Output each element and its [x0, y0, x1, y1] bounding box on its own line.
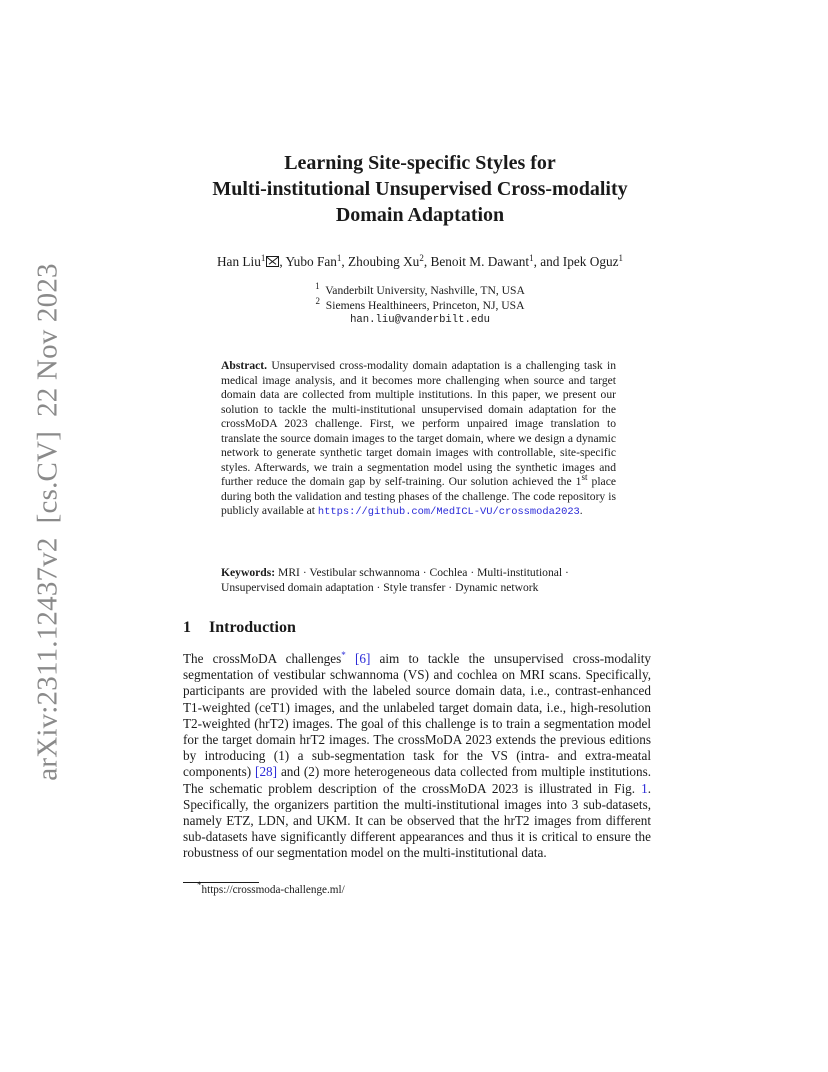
body-text: The crossMoDA challenges [183, 651, 342, 666]
author-name: Benoit M. Dawant [430, 254, 530, 269]
title-line: Domain Adaptation [335, 204, 505, 226]
affiliation-mark: 1 [336, 253, 342, 263]
affiliation-mark: 1 [618, 253, 624, 263]
abstract-end: . [579, 504, 583, 517]
body-text: and (2) more heterogeneous data collected from multiple institutions. The schematic problem description of the crossMoDA 2023 is illustrated in Fig. [183, 764, 651, 796]
section-title: Introduction [209, 619, 296, 636]
affiliation-line [230, 298, 610, 313]
figure-reference-link[interactable]: 1 [641, 780, 648, 796]
footnote-mark: * [197, 880, 202, 890]
body-text: . Specifically, the organizers partition the multi-institutional images into 3 sub-datasets, namely ETZ, LDN, and UKM. It can be observed that the hrT2 images from different sub-datasets have significantly different appearances and thus it is critical to ensure the robustness of our segmentation model on the multi-institutional data. [183, 780, 651, 861]
affiliation-mark: 1 [529, 253, 534, 263]
author-email[interactable]: han.liu@vanderbilt.edu [350, 314, 490, 326]
introduction-paragraph [183, 651, 651, 862]
affiliation-block [230, 283, 610, 328]
footnote-text[interactable]: https://crossmoda-challenge.ml/ [201, 884, 345, 896]
affiliation-line [230, 283, 610, 298]
title-line: Learning Site-specific Styles for [284, 152, 556, 174]
affiliation-text: Siemens Healthineers, Princeton, NJ, USA [325, 299, 525, 312]
arxiv-date: 22 Nov 2023 [31, 263, 64, 417]
footnote-divider [183, 882, 259, 883]
body-text: aim to tackle the unsupervised cross-modality segmentation of vestibular schwannoma (VS) and cochlea on MRI scans. Specifically, participants are provided with the labeled source domain data, i.e., contrast-enhanced T1-weighted (ceT1) images, and the unlabeled target domain data, i.e., high-resolution T2-weighted (hrT2) images. The goal of this challenge is to train a segmentation model for the target domain hrT2 images. The crossMoDA 2023 extends the previous editions by introducing (1) a sub-segmentation task for the VS (intra- and extra-meatal components) [183, 651, 652, 780]
abstract-label: Abstract. [221, 359, 268, 372]
keywords [221, 566, 621, 595]
affiliation-mark: 2 [419, 253, 424, 263]
abstract [221, 359, 616, 520]
footnote-mark[interactable]: * [341, 650, 346, 660]
abstract-text: place during both the validation and testing phases of the challenge. The code repository is publicly available at [221, 475, 616, 517]
section-number: 1 [183, 619, 191, 636]
code-repository-link[interactable]: https://github.com/MedICL-VU/crossmoda2023 [317, 506, 580, 518]
author-name: Yubo Fan [285, 254, 337, 269]
title-line: Multi-institutional Unsupervised Cross-modality [212, 178, 628, 200]
footnote [197, 880, 345, 896]
keywords-label: Keywords: [221, 566, 276, 579]
keywords-text: MRI · Vestibular schwannoma · Cochlea · Multi-institutional · Unsupervised domain adaptation · Style transfer · Dynamic network [221, 566, 569, 594]
author-name: Zhoubing Xu [348, 254, 420, 269]
affiliation-text: Vanderbilt University, Nashville, TN, USA [325, 284, 525, 297]
author-separator: , [423, 254, 431, 269]
arxiv-category: [cs.CV] [31, 430, 64, 524]
arxiv-id[interactable]: arXiv:2311.12437v2 [31, 537, 64, 781]
body-text [346, 651, 355, 666]
section-heading [183, 619, 296, 637]
arxiv-identifier-stamp [32, 263, 65, 780]
citation-link[interactable]: [28] [255, 764, 278, 780]
ordinal-superscript: st [581, 472, 588, 482]
affiliation-mark: 1 [260, 253, 266, 263]
citation-link[interactable]: [6] [354, 651, 371, 666]
paper-title [150, 150, 690, 228]
envelope-icon [266, 256, 279, 267]
author-separator: , [279, 254, 286, 269]
author-name: Ipek Oguz [562, 254, 619, 269]
affiliation-mark: 2 [315, 296, 320, 306]
author-name: Han Liu [216, 254, 261, 269]
abstract-text: Unsupervised cross-modality domain adaptation is a challenging task in medical image analysis, and it becomes more challenging when source and target domain data are collected from multiple institutions. In this paper, we present our solution to tackle the multi-institutional unsupervised domain adaptation for the crossMoDA 2023 challenge. First, we perform unpaired image translation to translate the source domain images to the target domain, where we design a dynamic network to generate synthetic target domain images with controllable, site-specific styles. Afterwards, we train a segmentation model using the synthetic images and further reduce the domain gap by self-training. Our solution achieved the 1 [221, 359, 616, 488]
author-separator: , [341, 254, 349, 269]
author-separator: , and [533, 254, 563, 269]
author-list [130, 254, 710, 270]
affiliation-mark: 1 [315, 281, 320, 291]
